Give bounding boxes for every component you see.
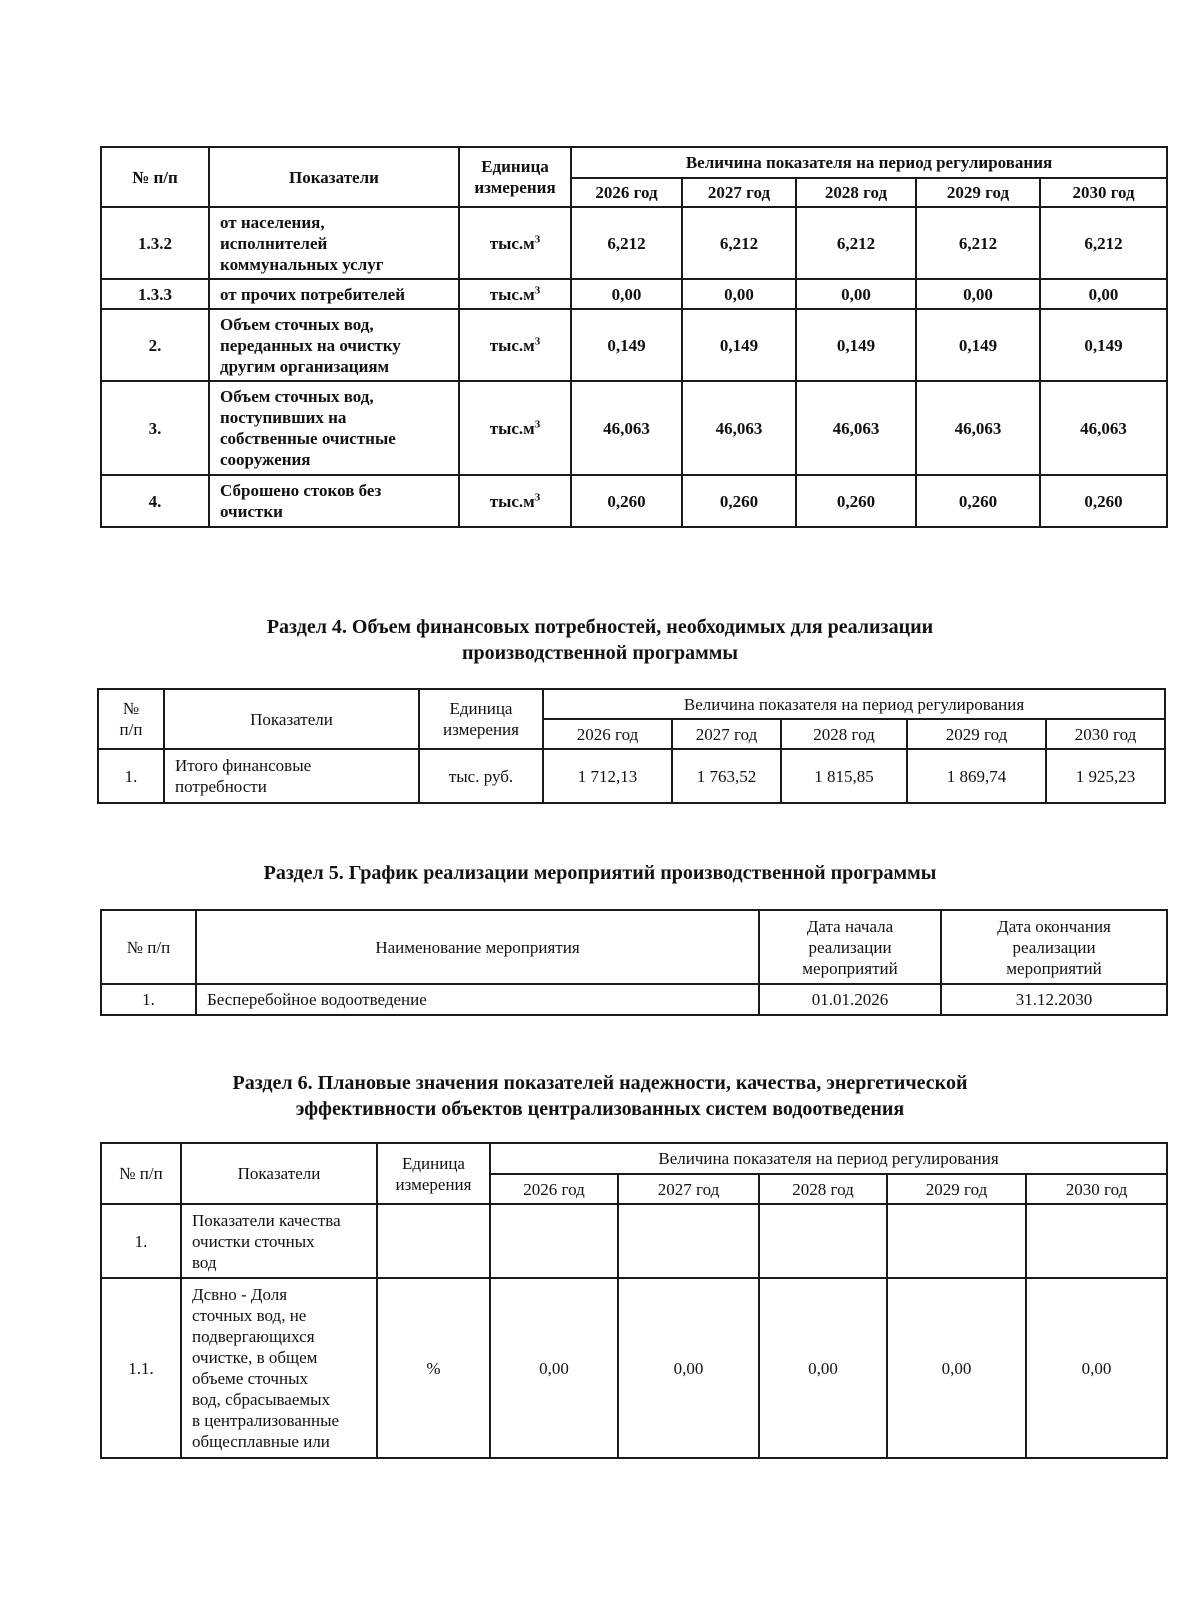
row-num: 3. [101, 381, 209, 475]
row-value: 1 869,74 [907, 749, 1046, 803]
reliability-table [100, 1142, 1168, 1459]
row-value: 0,00 [1040, 279, 1167, 309]
header-year: 2027 год [672, 719, 781, 749]
row-name: Объем сточных вод, поступивших на собственные очистные сооружения [209, 381, 459, 475]
row-value: 0,260 [1040, 475, 1167, 527]
row-num: 1. [101, 1204, 181, 1278]
row-value: 6,212 [682, 207, 796, 279]
header-period: Величина показателя на период регулирования [490, 1143, 1167, 1174]
header-year: 2029 год [916, 178, 1040, 207]
row-value: 0,00 [916, 279, 1040, 309]
row-value: 0,00 [682, 279, 796, 309]
row-value: 46,063 [1040, 381, 1167, 475]
header-num: № п/п [101, 910, 196, 984]
row-value: 0,00 [796, 279, 916, 309]
header-num: № п/п [98, 689, 164, 749]
row-value: 46,063 [796, 381, 916, 475]
header-year: 2029 год [907, 719, 1046, 749]
row-value: 0,149 [682, 309, 796, 381]
row-num: 2. [101, 309, 209, 381]
row-name: от прочих потребителей [209, 279, 459, 309]
header-year: 2026 год [543, 719, 672, 749]
header-unit: Единица измерения [459, 147, 571, 207]
row-value: 6,212 [796, 207, 916, 279]
row-value: 6,212 [916, 207, 1040, 279]
finance-table [97, 688, 1166, 804]
table-row [98, 749, 1165, 803]
row-value: 1 712,13 [543, 749, 672, 803]
header-year: 2030 год [1026, 1174, 1167, 1204]
row-value: 46,063 [916, 381, 1040, 475]
row-event-name: Бесперебойное водоотведение [196, 984, 759, 1015]
row-value: 0,149 [1040, 309, 1167, 381]
row-value: 0,00 [618, 1278, 759, 1458]
header-event-name: Наименование мероприятия [196, 910, 759, 984]
row-num: 1.1. [101, 1278, 181, 1458]
row-value: 0,00 [887, 1278, 1026, 1458]
header-year: 2026 год [490, 1174, 618, 1204]
row-unit: $тыс.м^3$ [459, 207, 571, 279]
table-row [101, 207, 1167, 279]
row-unit [377, 1204, 490, 1278]
row-unit: $тыс.м^3$ [459, 279, 571, 309]
header-year: 2027 год [618, 1174, 759, 1204]
header-num: № п/п [101, 147, 209, 207]
header-indicator: Показатели [164, 689, 419, 749]
schedule-table [100, 909, 1168, 1016]
row-start-date: 01.01.2026 [759, 984, 941, 1015]
section-5-title: Раздел 5. График реализации мероприятий производственной программы [263, 862, 937, 884]
row-name: Дсвно - Доля сточных вод, не подвергающихся очистке, в общем объеме сточных вод, сбрасываемых в централизованные общесплавные или [181, 1278, 377, 1458]
header-end-date: Дата окончания реализации мероприятий [941, 910, 1167, 984]
row-value: 0,260 [682, 475, 796, 527]
row-value: 0,260 [916, 475, 1040, 527]
row-name: Итого финансовые потребности [164, 749, 419, 803]
row-value: 0,260 [571, 475, 682, 527]
header-year: 2028 год [796, 178, 916, 207]
row-value [1026, 1204, 1167, 1278]
table-row [101, 984, 1167, 1015]
row-value: 0,00 [490, 1278, 618, 1458]
row-name: Сброшено стоков без очистки [209, 475, 459, 527]
table-row [101, 1278, 1167, 1458]
header-year: 2026 год [571, 178, 682, 207]
header-year: 2028 год [759, 1174, 887, 1204]
header-period: Величина показателя на период регулирования [571, 147, 1167, 178]
row-name: от населения, исполнителей коммунальных услуг [209, 207, 459, 279]
row-value [759, 1204, 887, 1278]
row-value: 0,00 [1026, 1278, 1167, 1458]
row-num: 1. [101, 984, 196, 1015]
header-unit: Единица измерения [377, 1143, 490, 1204]
row-value: 0,260 [796, 475, 916, 527]
row-value: 6,212 [1040, 207, 1167, 279]
row-unit: $тыс.м^3$ [459, 381, 571, 475]
header-year: 2028 год [781, 719, 907, 749]
row-name: Показатели качества очистки сточных вод [181, 1204, 377, 1278]
table-row [101, 1204, 1167, 1278]
header-start-date: Дата начала реализации мероприятий [759, 910, 941, 984]
header-period: Величина показателя на период регулирования [543, 689, 1165, 719]
header-year: 2029 год [887, 1174, 1026, 1204]
row-value: 46,063 [571, 381, 682, 475]
row-num: 1.3.2 [101, 207, 209, 279]
section-6-title: Раздел 6. Плановые значения показателей надежности, качества, энергетической эффективности объектов централизованных систем водоотведения [232, 1072, 968, 1120]
header-year: 2027 год [682, 178, 796, 207]
row-unit: $тыс.м^3$ [459, 309, 571, 381]
header-year: 2030 год [1040, 178, 1167, 207]
row-name: Объем сточных вод, переданных на очистку другим организациям [209, 309, 459, 381]
row-value: 0,149 [916, 309, 1040, 381]
row-unit: % [377, 1278, 490, 1458]
header-unit: Единица измерения [419, 689, 543, 749]
row-value: 1 763,52 [672, 749, 781, 803]
table-row [101, 279, 1167, 309]
row-value: 6,212 [571, 207, 682, 279]
row-end-date: 31.12.2030 [941, 984, 1167, 1015]
volume-table [100, 146, 1168, 528]
row-num: 1.3.3 [101, 279, 209, 309]
header-indicator: Показатели [209, 147, 459, 207]
header-year: 2030 год [1046, 719, 1165, 749]
row-value [490, 1204, 618, 1278]
table-row [101, 309, 1167, 381]
row-value [887, 1204, 1026, 1278]
table-row [101, 381, 1167, 475]
row-value: 0,00 [571, 279, 682, 309]
row-value: 0,00 [759, 1278, 887, 1458]
row-value: 0,149 [571, 309, 682, 381]
row-unit: $тыс.м^3$ [459, 475, 571, 527]
section-4-title: Раздел 4. Объем финансовых потребностей, необходимых для реализации производственной программы [266, 616, 934, 664]
row-value: 1 815,85 [781, 749, 907, 803]
row-value: 0,149 [796, 309, 916, 381]
table-row [101, 475, 1167, 527]
header-indicator: Показатели [181, 1143, 377, 1204]
row-value [618, 1204, 759, 1278]
row-num: 4. [101, 475, 209, 527]
header-num: № п/п [101, 1143, 181, 1204]
row-num: 1. [98, 749, 164, 803]
row-value: 46,063 [682, 381, 796, 475]
row-value: 1 925,23 [1046, 749, 1165, 803]
row-unit: тыс. руб. [419, 749, 543, 803]
